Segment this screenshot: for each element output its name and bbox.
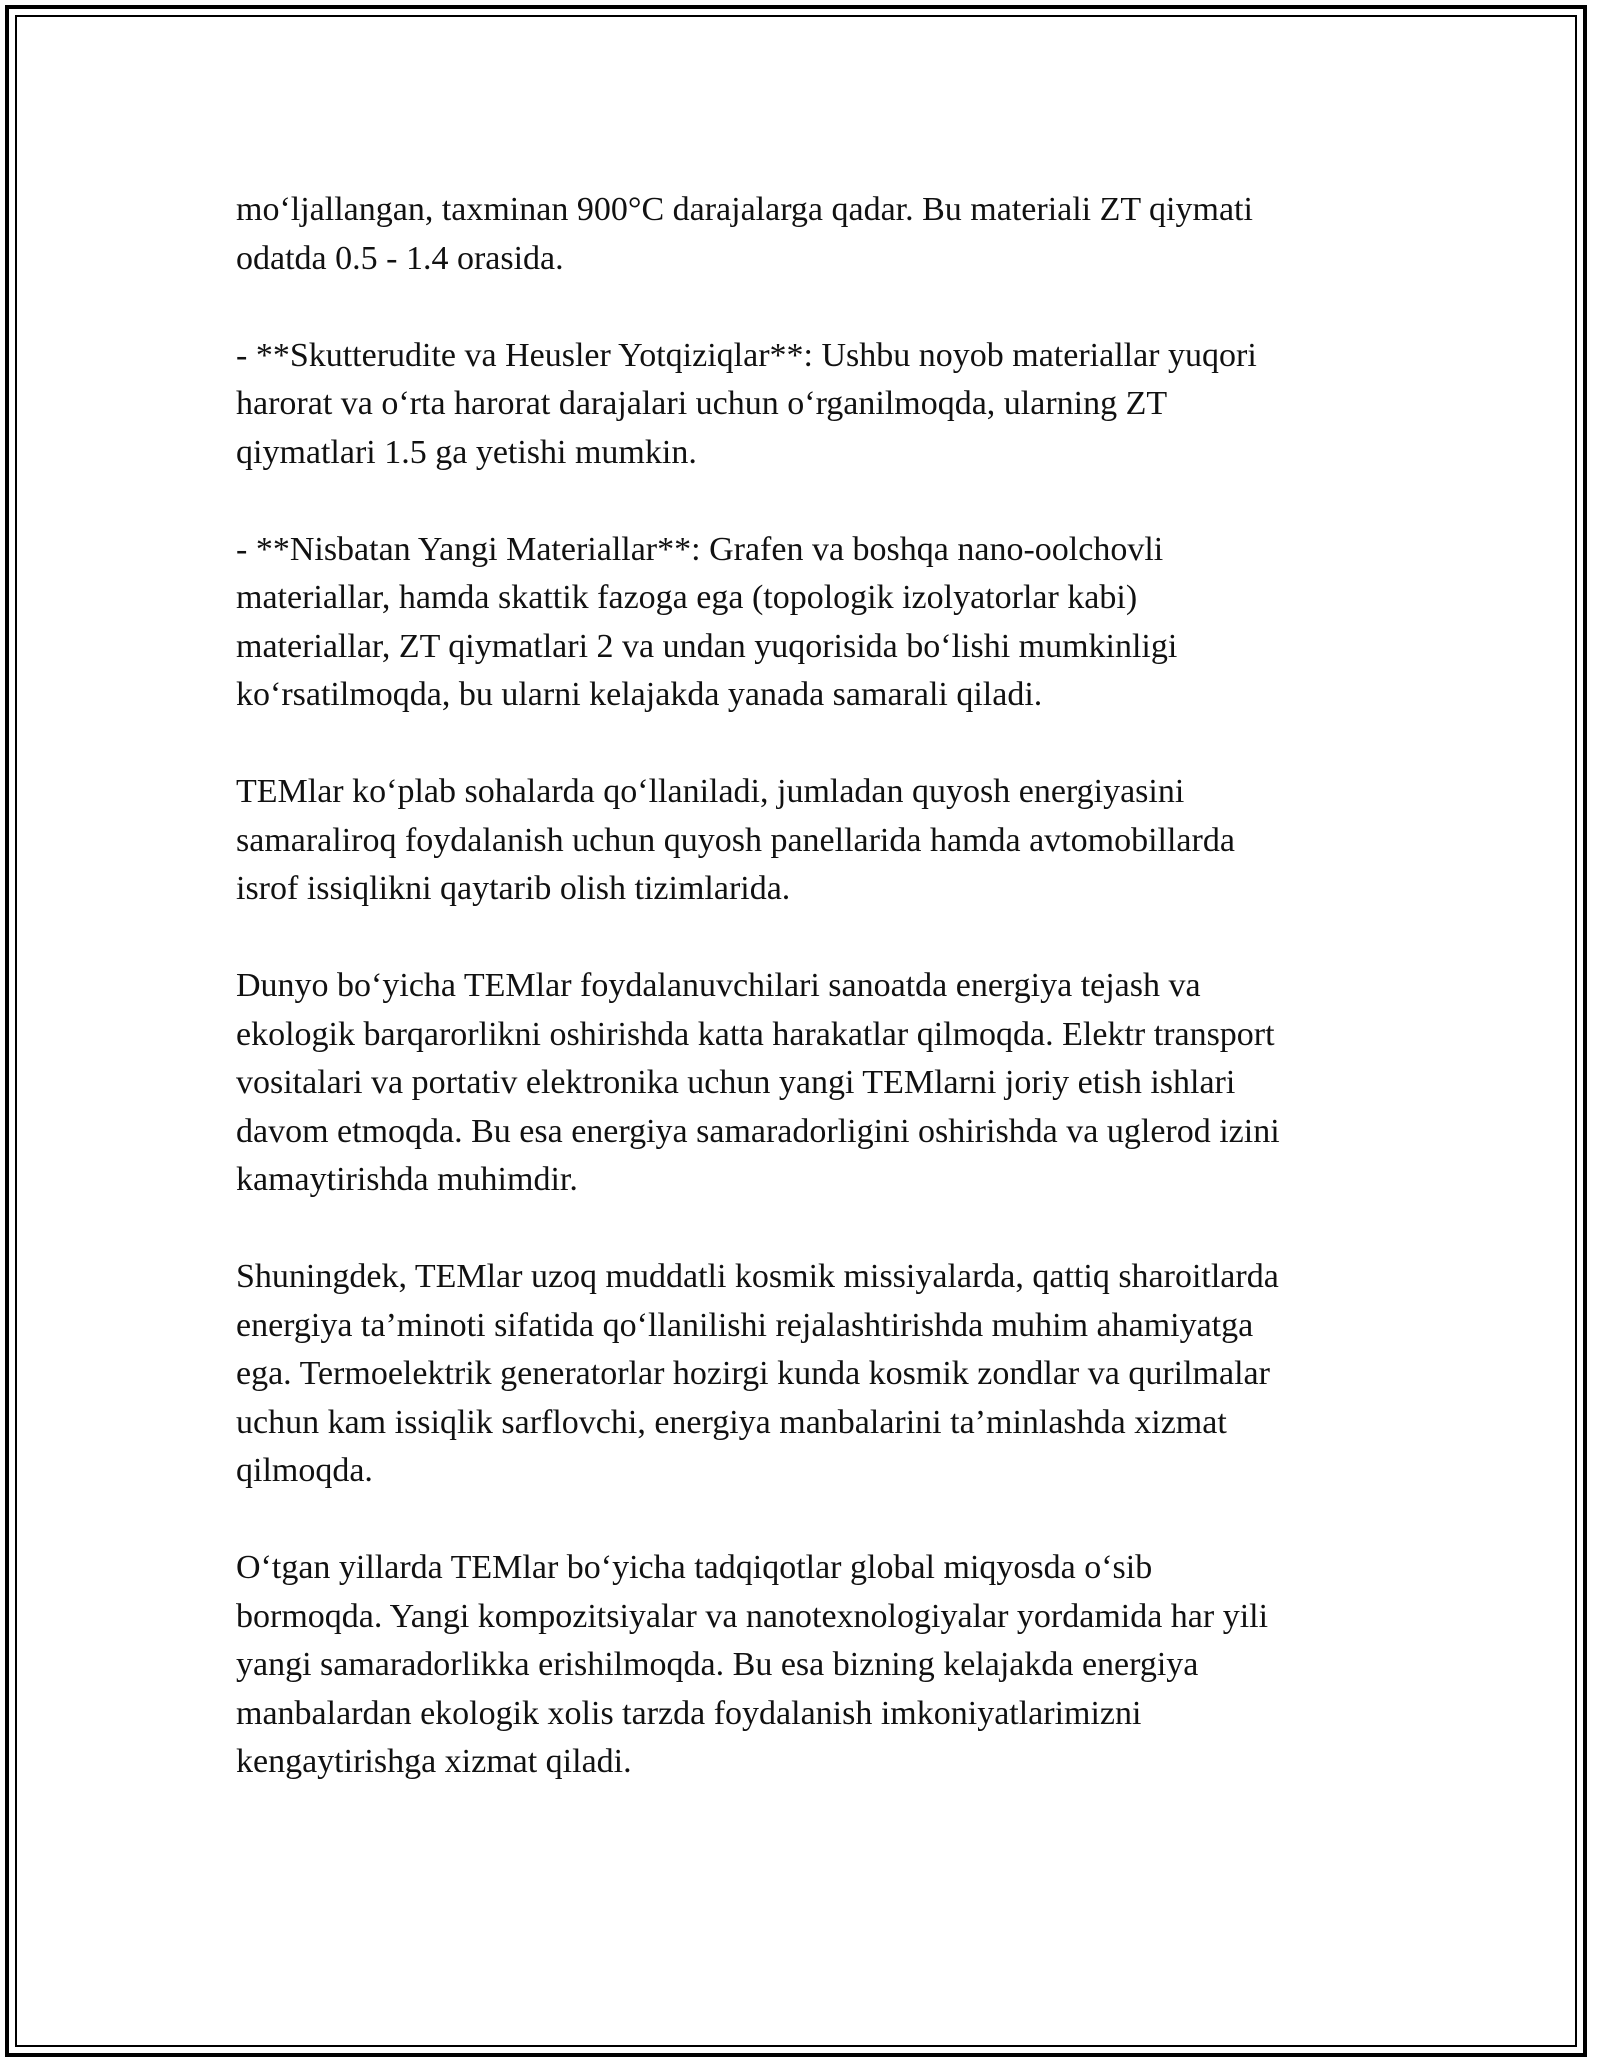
- paragraph-worldwide-users: Dunyo bo‘yicha TEMlar foydalanuvchilari sanoatda energiya tejash va ekologik barqarorlikni oshirishda katta harakatlar qilmoqda. Elektr transport vositalari va portativ elektronika uchun yangi TEMlarni joriy etish ishlari davom etmoqda. Bu esa energiya samaradorligini oshirishda va uglerod izini kamaytirishda muhimdir.: [236, 967, 1280, 1198]
- paragraph-space-missions: Shuningdek, TEMlar uzoq muddatli kosmik missiyalarda, qattiq sharoitlarda energiya ta’minoti sifatida qo‘llanilishi rejalashtirishda muhim ahamiyatga ega. Termoelektrik generatorlar hozirgi kunda kosmik zondlar va qurilmalar uchun kam issiqlik sarflovchi, energiya manbalarini ta’minlashda xizmat qilmoqda.: [236, 1258, 1279, 1489]
- paragraph-new-materials: - **Nisbatan Yangi Materiallar**: Grafen va boshqa nano-oolchovli materiallar, hamda skattik fazoga ega (topologik izolyatorlar kabi) materiallar, ZT qiymatlari 2 va undan yuqorisida bo‘lishi mumkinligi ko‘rsatilmoqda, bu ularni kelajakda yanada samarali qiladi.: [236, 530, 1178, 713]
- document-body: [236, 186, 1376, 1835]
- paragraph-research-growth: O‘tgan yillarda TEMlar bo‘yicha tadqiqotlar global miqyosda o‘sib bormoqda. Yangi kompozitsiyalar va nanotexnologiyalar yordamida har yili yangi samaradorlikka erishilmoqda. Bu esa bizning kelajakda energiya manbalardan ekologik xolis tarzda foydalanish imkoniyatlarimizni kengaytirishga xizmat qiladi.: [236, 1549, 1269, 1780]
- paragraph-applications: TEMlar ko‘plab sohalarda qo‘llaniladi, jumladan quyosh energiyasini samaraliroq foydalanish uchun quyosh panellarida hamda avtomobillarda isrof issiqlikni qaytarib olish tizimlarida.: [236, 773, 1235, 907]
- paragraph-skutterudite-heusler: - **Skutterudite va Heusler Yotqiziqlar**: Ushbu noyob materiallar yuqori harorat va o‘rta harorat darajalari uchun o‘rganilmoqda, ularning ZT qiymatlari 1.5 ga yetishi mumkin.: [236, 336, 1257, 471]
- paragraph-materials-continued: mo‘ljallangan, taxminan 900°C darajalarga qadar. Bu materiali ZT qiymati odatda 0.5 - 1.4 orasida.: [236, 191, 1253, 277]
